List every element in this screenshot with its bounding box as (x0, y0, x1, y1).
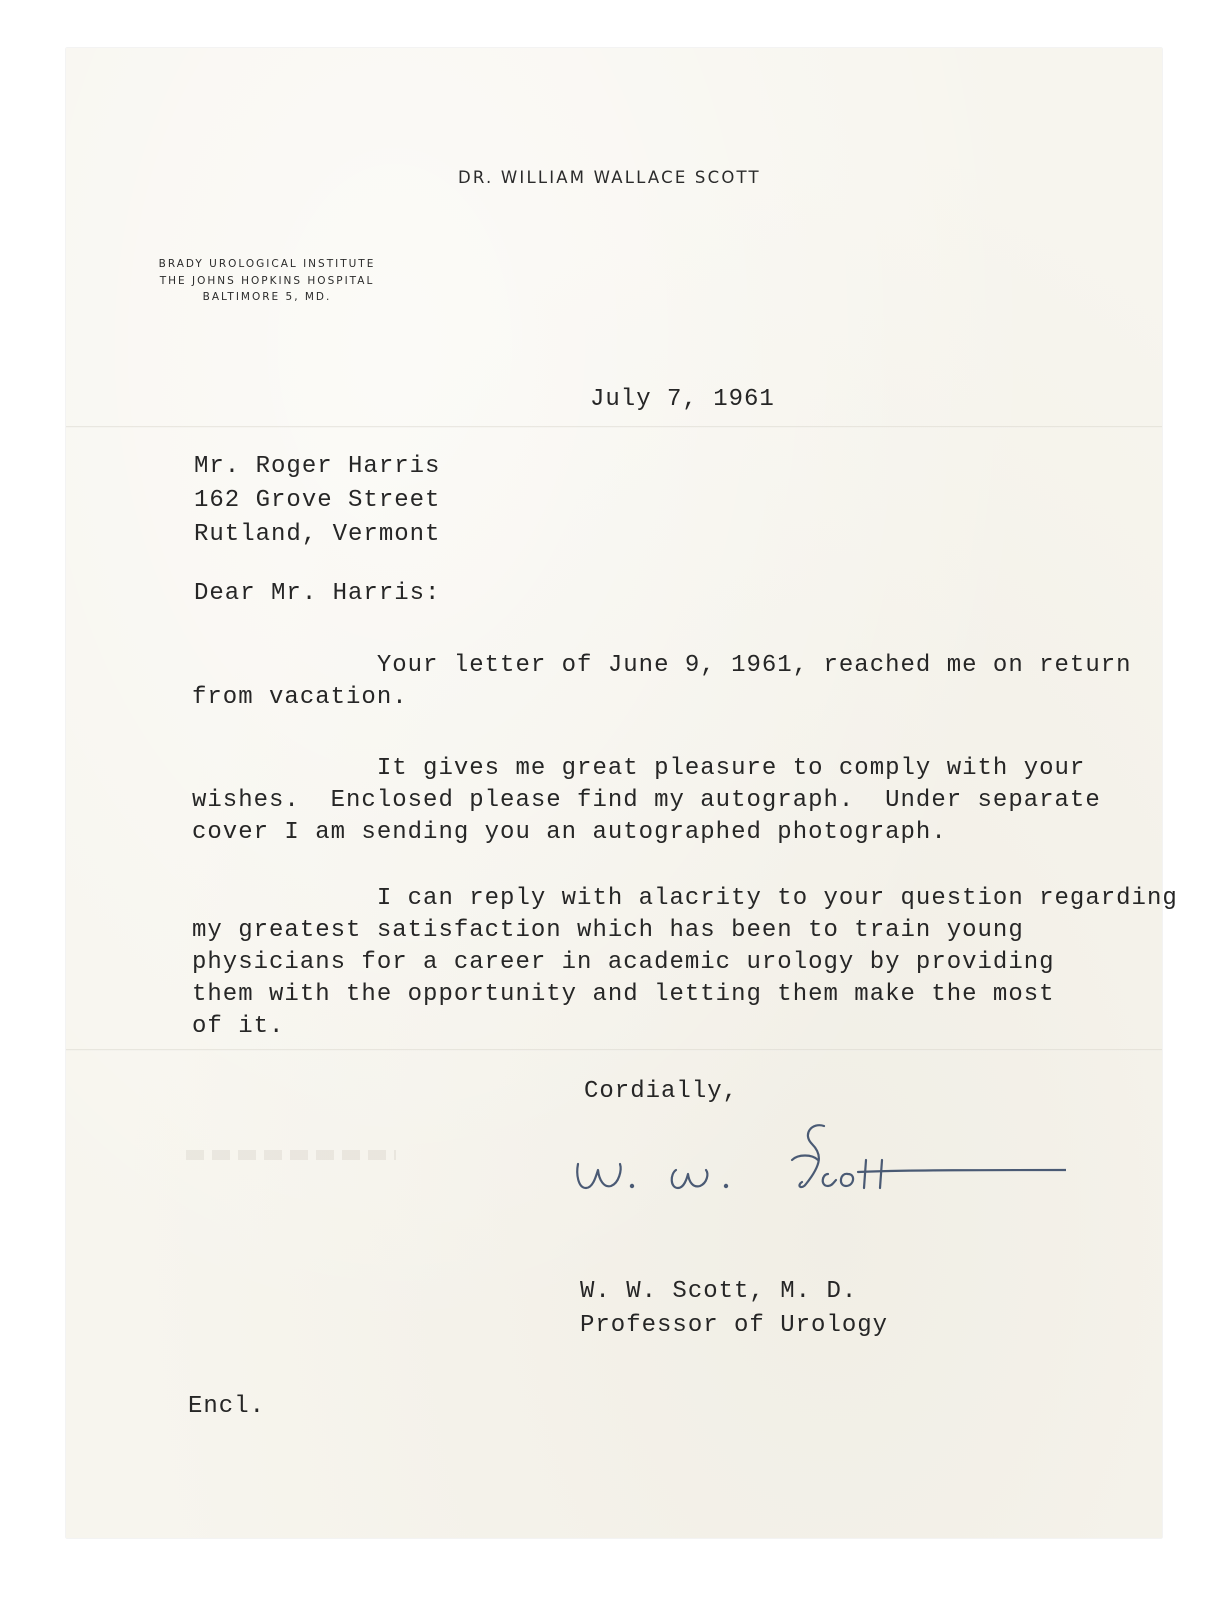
signature-block (580, 1275, 888, 1343)
signer-title: Professor of Urology (580, 1312, 889, 1339)
body-paragraph (192, 650, 1132, 714)
paragraph-line: Your letter of June 9, 1961, reached me on return (192, 652, 1132, 679)
recipient-name: Mr. Roger Harris (194, 453, 441, 480)
handwritten-signature (566, 1108, 1066, 1208)
paragraph-line: I can reply with alacrity to your question regarding (192, 885, 1178, 912)
paragraph-line: of it. (192, 1013, 285, 1040)
fold-line (66, 426, 1162, 428)
letter-sheet: DR. WILLIAM WALLACE SCOTT BRADY UROLOGICAL INSTITUTE THE JOHNS HOPKINS HOSPITAL BALTIMORE 5, MD. July 7, 1961 Mr. Roger Harris 162 Grove Street Rutland, Vermont Dear Mr. Harris: Your letter of June 9, 1961, reached me on return from vacation. It gives me great pleasure to comply with your wishes. Enclosed please find my autograph. Under separate cover I am sending you an autographed photograph. I can reply with alacrity to your question regarding my greatest satisfaction which has been to train young physicians for a career in academic urology by providing them with the opportunity and letting them make the most of it. Cordially, W. W. Scott, M. D. Professor of Urology Encl. (66, 48, 1162, 1538)
recipient-street: 162 Grove Street (194, 487, 441, 514)
paragraph-line: them with the opportunity and letting them make the most (192, 981, 1055, 1008)
paragraph-line: It gives me great pleasure to comply with your (192, 755, 1086, 782)
enclosure-note: Encl. (188, 1393, 266, 1420)
paragraph-line: cover I am sending you an autographed photograph. (192, 819, 947, 846)
salutation: Dear Mr. Harris: (194, 580, 441, 607)
paragraph-line: wishes. Enclosed please find my autograph. Under separate (192, 787, 1101, 814)
signature-drawing (566, 1108, 1066, 1208)
letterhead-institution (122, 256, 412, 306)
recipient-city: Rutland, Vermont (194, 521, 441, 548)
recipient-address (194, 450, 440, 552)
institution-line: BRADY UROLOGICAL INSTITUTE (158, 258, 376, 270)
signer-name: W. W. Scott, M. D. (580, 1278, 858, 1305)
body-paragraph (192, 883, 1178, 1043)
paragraph-line: physicians for a career in academic urology by providing (192, 949, 1055, 976)
institution-line: BALTIMORE 5, MD. (202, 291, 332, 303)
letter-date: July 7, 1961 (590, 386, 775, 413)
paragraph-line: from vacation. (192, 684, 408, 711)
faint-offset-marks (186, 1150, 396, 1160)
paragraph-line: my greatest satisfaction which has been to train young (192, 917, 1024, 944)
closing: Cordially, (584, 1078, 739, 1105)
body-paragraph (192, 753, 1101, 849)
institution-line: THE JOHNS HOPKINS HOSPITAL (159, 274, 375, 287)
fold-line (66, 1049, 1162, 1051)
